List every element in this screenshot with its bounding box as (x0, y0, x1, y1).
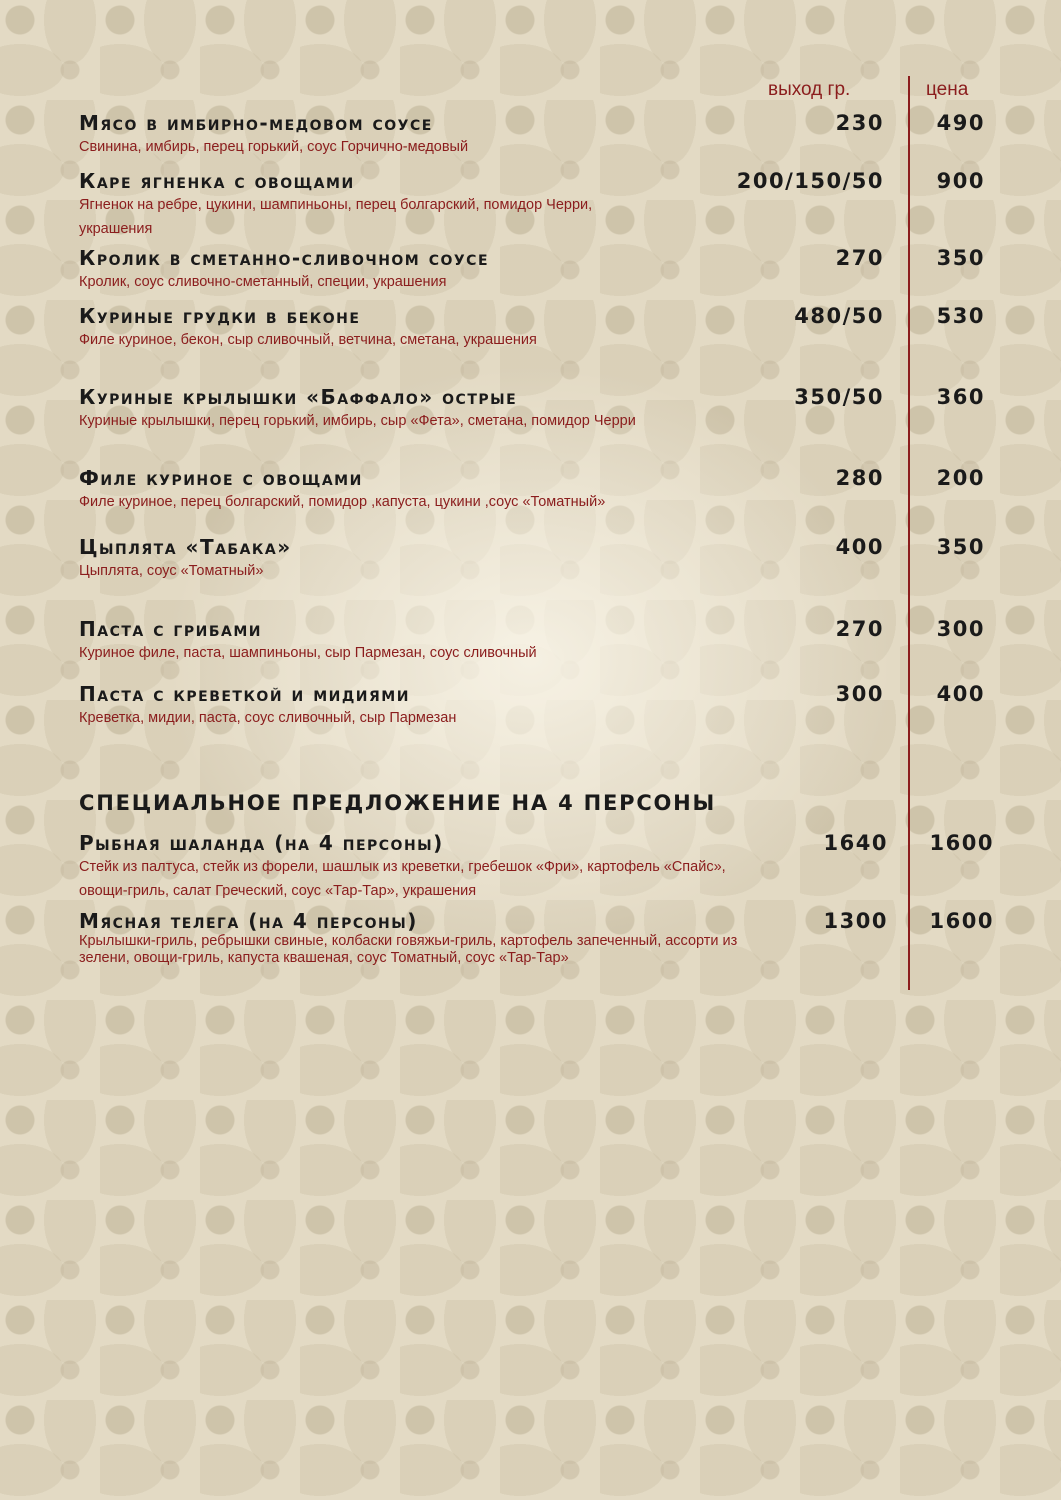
item-weight: 270 (835, 617, 884, 641)
item-price: 360 (936, 385, 985, 409)
special-item (79, 909, 999, 967)
price-column-header: цена (926, 79, 969, 100)
item-title: Рыбная шаланда (на 4 персоны) (79, 831, 444, 855)
item-title: Паста с креветкой и мидиями (79, 682, 410, 706)
item-weight: 350/50 (794, 385, 884, 409)
item-weight: 480/50 (794, 304, 884, 328)
item-title: Куриные грудки в беконе (79, 304, 361, 328)
item-weight: 1640 (823, 831, 888, 855)
item-price: 350 (936, 246, 985, 270)
menu-item (79, 385, 999, 433)
item-price: 1600 (929, 831, 994, 855)
item-description: Кролик, соус сливочно-сметанный, специи, украшения (79, 274, 447, 290)
item-title: Мясная телега (на 4 персоны) (79, 909, 418, 933)
menu-item (79, 466, 999, 514)
item-weight: 270 (835, 246, 884, 270)
item-description: Крылышки-гриль, ребрышки свиные, колбаски говяжьи-гриль, картофель запеченный, ассорти из зелени, овощи-гриль, капуста квашеная, соус Томатный, соус «Тар-Тар» (79, 933, 738, 966)
item-title: Кролик в сметанно-сливочном соусе (79, 246, 490, 270)
item-description: Филе куриное, перец болгарский, помидор ,капуста, цукини ,соус «Томатный» (79, 494, 606, 510)
item-price: 400 (936, 682, 985, 706)
item-weight: 1300 (823, 909, 888, 933)
weight-column-header: выход гр. (768, 79, 851, 100)
item-title: Цыплята «Табака» (79, 535, 292, 559)
item-price: 490 (936, 111, 985, 135)
item-title: Паста с грибами (79, 617, 262, 641)
item-description: Цыплята, соус «Томатный» (79, 563, 264, 579)
menu-item (79, 617, 999, 665)
item-title: Мясо в имбирно-медовом соусе (79, 111, 433, 135)
item-price: 530 (936, 304, 985, 328)
item-description: Куриное филе, паста, шампиньоны, сыр Пармезан, соус сливочный (79, 645, 537, 661)
item-weight: 280 (835, 466, 884, 490)
item-weight: 200/150/50 (736, 169, 884, 193)
item-price: 200 (936, 466, 985, 490)
item-title: Каре ягненка с овощами (79, 169, 355, 193)
menu-item (79, 169, 999, 241)
menu-item (79, 535, 999, 583)
item-description: Свинина, имбирь, перец горький, соус Горчично-медовый (79, 139, 469, 155)
item-description: Креветка, мидии, паста, соус сливочный, сыр Пармезан (79, 710, 457, 726)
menu-item (79, 682, 999, 730)
item-price: 900 (936, 169, 985, 193)
item-description: Филе куриное, бекон, сыр сливочный, ветчина, сметана, украшения (79, 332, 537, 348)
item-price: 1600 (929, 909, 994, 933)
item-title: Куриные крылышки «Баффало» острые (79, 385, 518, 409)
special-offer-heading: СПЕЦИАЛЬНОЕ ПРЕДЛОЖЕНИЕ НА 4 ПЕРСОНЫ (79, 791, 717, 815)
item-weight: 300 (835, 682, 884, 706)
item-description: Куриные крылышки, перец горький, имбирь, сыр «Фета», сметана, помидор Черри (79, 413, 636, 429)
item-price: 350 (936, 535, 985, 559)
item-price: 300 (936, 617, 985, 641)
menu-item (79, 111, 999, 159)
menu-item (79, 304, 999, 352)
item-weight: 400 (835, 535, 884, 559)
item-weight: 230 (835, 111, 884, 135)
special-item (79, 831, 999, 903)
item-title: Филе куриное с овощами (79, 466, 363, 490)
item-description: Ягненок на ребре, цукини, шампиньоны, перец болгарский, помидор Черри, украшения (79, 197, 593, 237)
item-description: Стейк из палтуса, стейк из форели, шашлык из креветки, гребешок «Фри», картофель «Спайс», овощи-гриль, салат Греческий, соус «Тар-Тар», украшения (79, 859, 726, 899)
menu-item (79, 246, 999, 294)
